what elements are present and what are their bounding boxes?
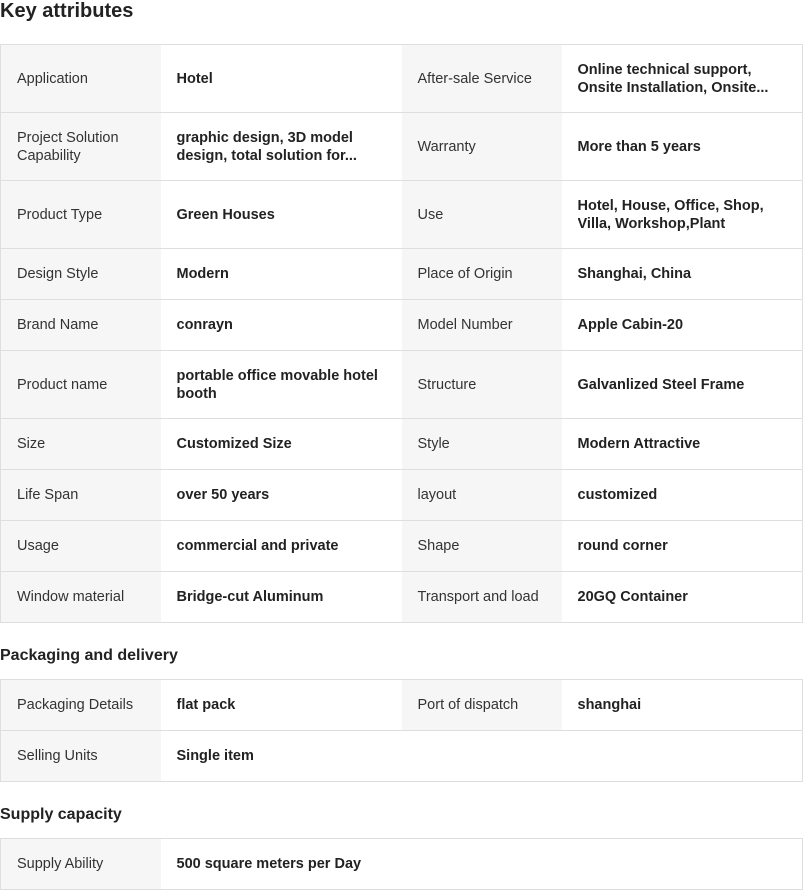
attribute-value: conrayn: [161, 300, 402, 351]
key-attributes-table: [0, 44, 803, 623]
attribute-label: Style: [402, 419, 562, 470]
attribute-label: Port of dispatch: [402, 680, 562, 731]
attribute-label: Brand Name: [1, 300, 161, 351]
attribute-label: Size: [1, 419, 161, 470]
attribute-label: Product name: [1, 351, 161, 419]
attribute-value: Customized Size: [161, 419, 402, 470]
table-row: [1, 351, 803, 419]
attribute-value: Bridge-cut Aluminum: [161, 572, 402, 623]
attribute-label: Application: [1, 45, 161, 113]
supply-capacity-table: [0, 838, 803, 890]
table-row: [1, 181, 803, 249]
attribute-label: Life Span: [1, 470, 161, 521]
packaging-delivery-title: Packaging and delivery: [0, 647, 178, 664]
attribute-label: Selling Units: [1, 731, 161, 782]
attribute-value: More than 5 years: [562, 113, 803, 181]
table-row: [1, 572, 803, 623]
attribute-value: 500 square meters per Day: [161, 839, 803, 890]
attribute-label: Model Number: [402, 300, 562, 351]
attribute-label: Product Type: [1, 181, 161, 249]
key-attributes-title: Key attributes: [0, 0, 134, 22]
attribute-value: round corner: [562, 521, 803, 572]
attribute-value: Hotel: [161, 45, 402, 113]
attribute-label: Structure: [402, 351, 562, 419]
table-row: [1, 249, 803, 300]
table-row: [1, 470, 803, 521]
attribute-value: over 50 years: [161, 470, 402, 521]
table-row: [1, 300, 803, 351]
attribute-value: customized: [562, 470, 803, 521]
attribute-label: Shape: [402, 521, 562, 572]
attribute-value: commercial and private: [161, 521, 402, 572]
attribute-label: Design Style: [1, 249, 161, 300]
attribute-value: Modern Attractive: [562, 419, 803, 470]
table-row: [1, 731, 803, 782]
attribute-label: Warranty: [402, 113, 562, 181]
table-row: [1, 839, 803, 890]
attribute-value: Apple Cabin-20: [562, 300, 803, 351]
attribute-label: Supply Ability: [1, 839, 161, 890]
attribute-label: Usage: [1, 521, 161, 572]
supply-capacity-title: Supply capacity: [0, 806, 122, 823]
attribute-value: Shanghai, China: [562, 249, 803, 300]
attribute-label: Window material: [1, 572, 161, 623]
attribute-value: Green Houses: [161, 181, 402, 249]
attribute-value: Modern: [161, 249, 402, 300]
attribute-label: layout: [402, 470, 562, 521]
attribute-value: portable office movable hotel booth: [161, 351, 402, 419]
table-row: [1, 680, 803, 731]
attribute-value: Online technical support, Onsite Installation, Onsite...: [562, 45, 803, 113]
attribute-value: flat pack: [161, 680, 402, 731]
table-row: [1, 419, 803, 470]
attribute-value: 20GQ Container: [562, 572, 803, 623]
table-row: [1, 45, 803, 113]
attribute-label: After-sale Service: [402, 45, 562, 113]
attribute-label: Use: [402, 181, 562, 249]
table-row: [1, 521, 803, 572]
packaging-delivery-table: [0, 679, 803, 782]
attribute-label: Packaging Details: [1, 680, 161, 731]
attribute-label: Transport and load: [402, 572, 562, 623]
attribute-value: Hotel, House, Office, Shop, Villa, Workshop,Plant: [562, 181, 803, 249]
table-row: [1, 113, 803, 181]
attribute-label: Place of Origin: [402, 249, 562, 300]
attribute-value: graphic design, 3D model design, total solution for...: [161, 113, 402, 181]
attribute-value: Single item: [161, 731, 803, 782]
attribute-value: Galvanlized Steel Frame: [562, 351, 803, 419]
attribute-label: Project Solution Capability: [1, 113, 161, 181]
attribute-value: shanghai: [562, 680, 803, 731]
